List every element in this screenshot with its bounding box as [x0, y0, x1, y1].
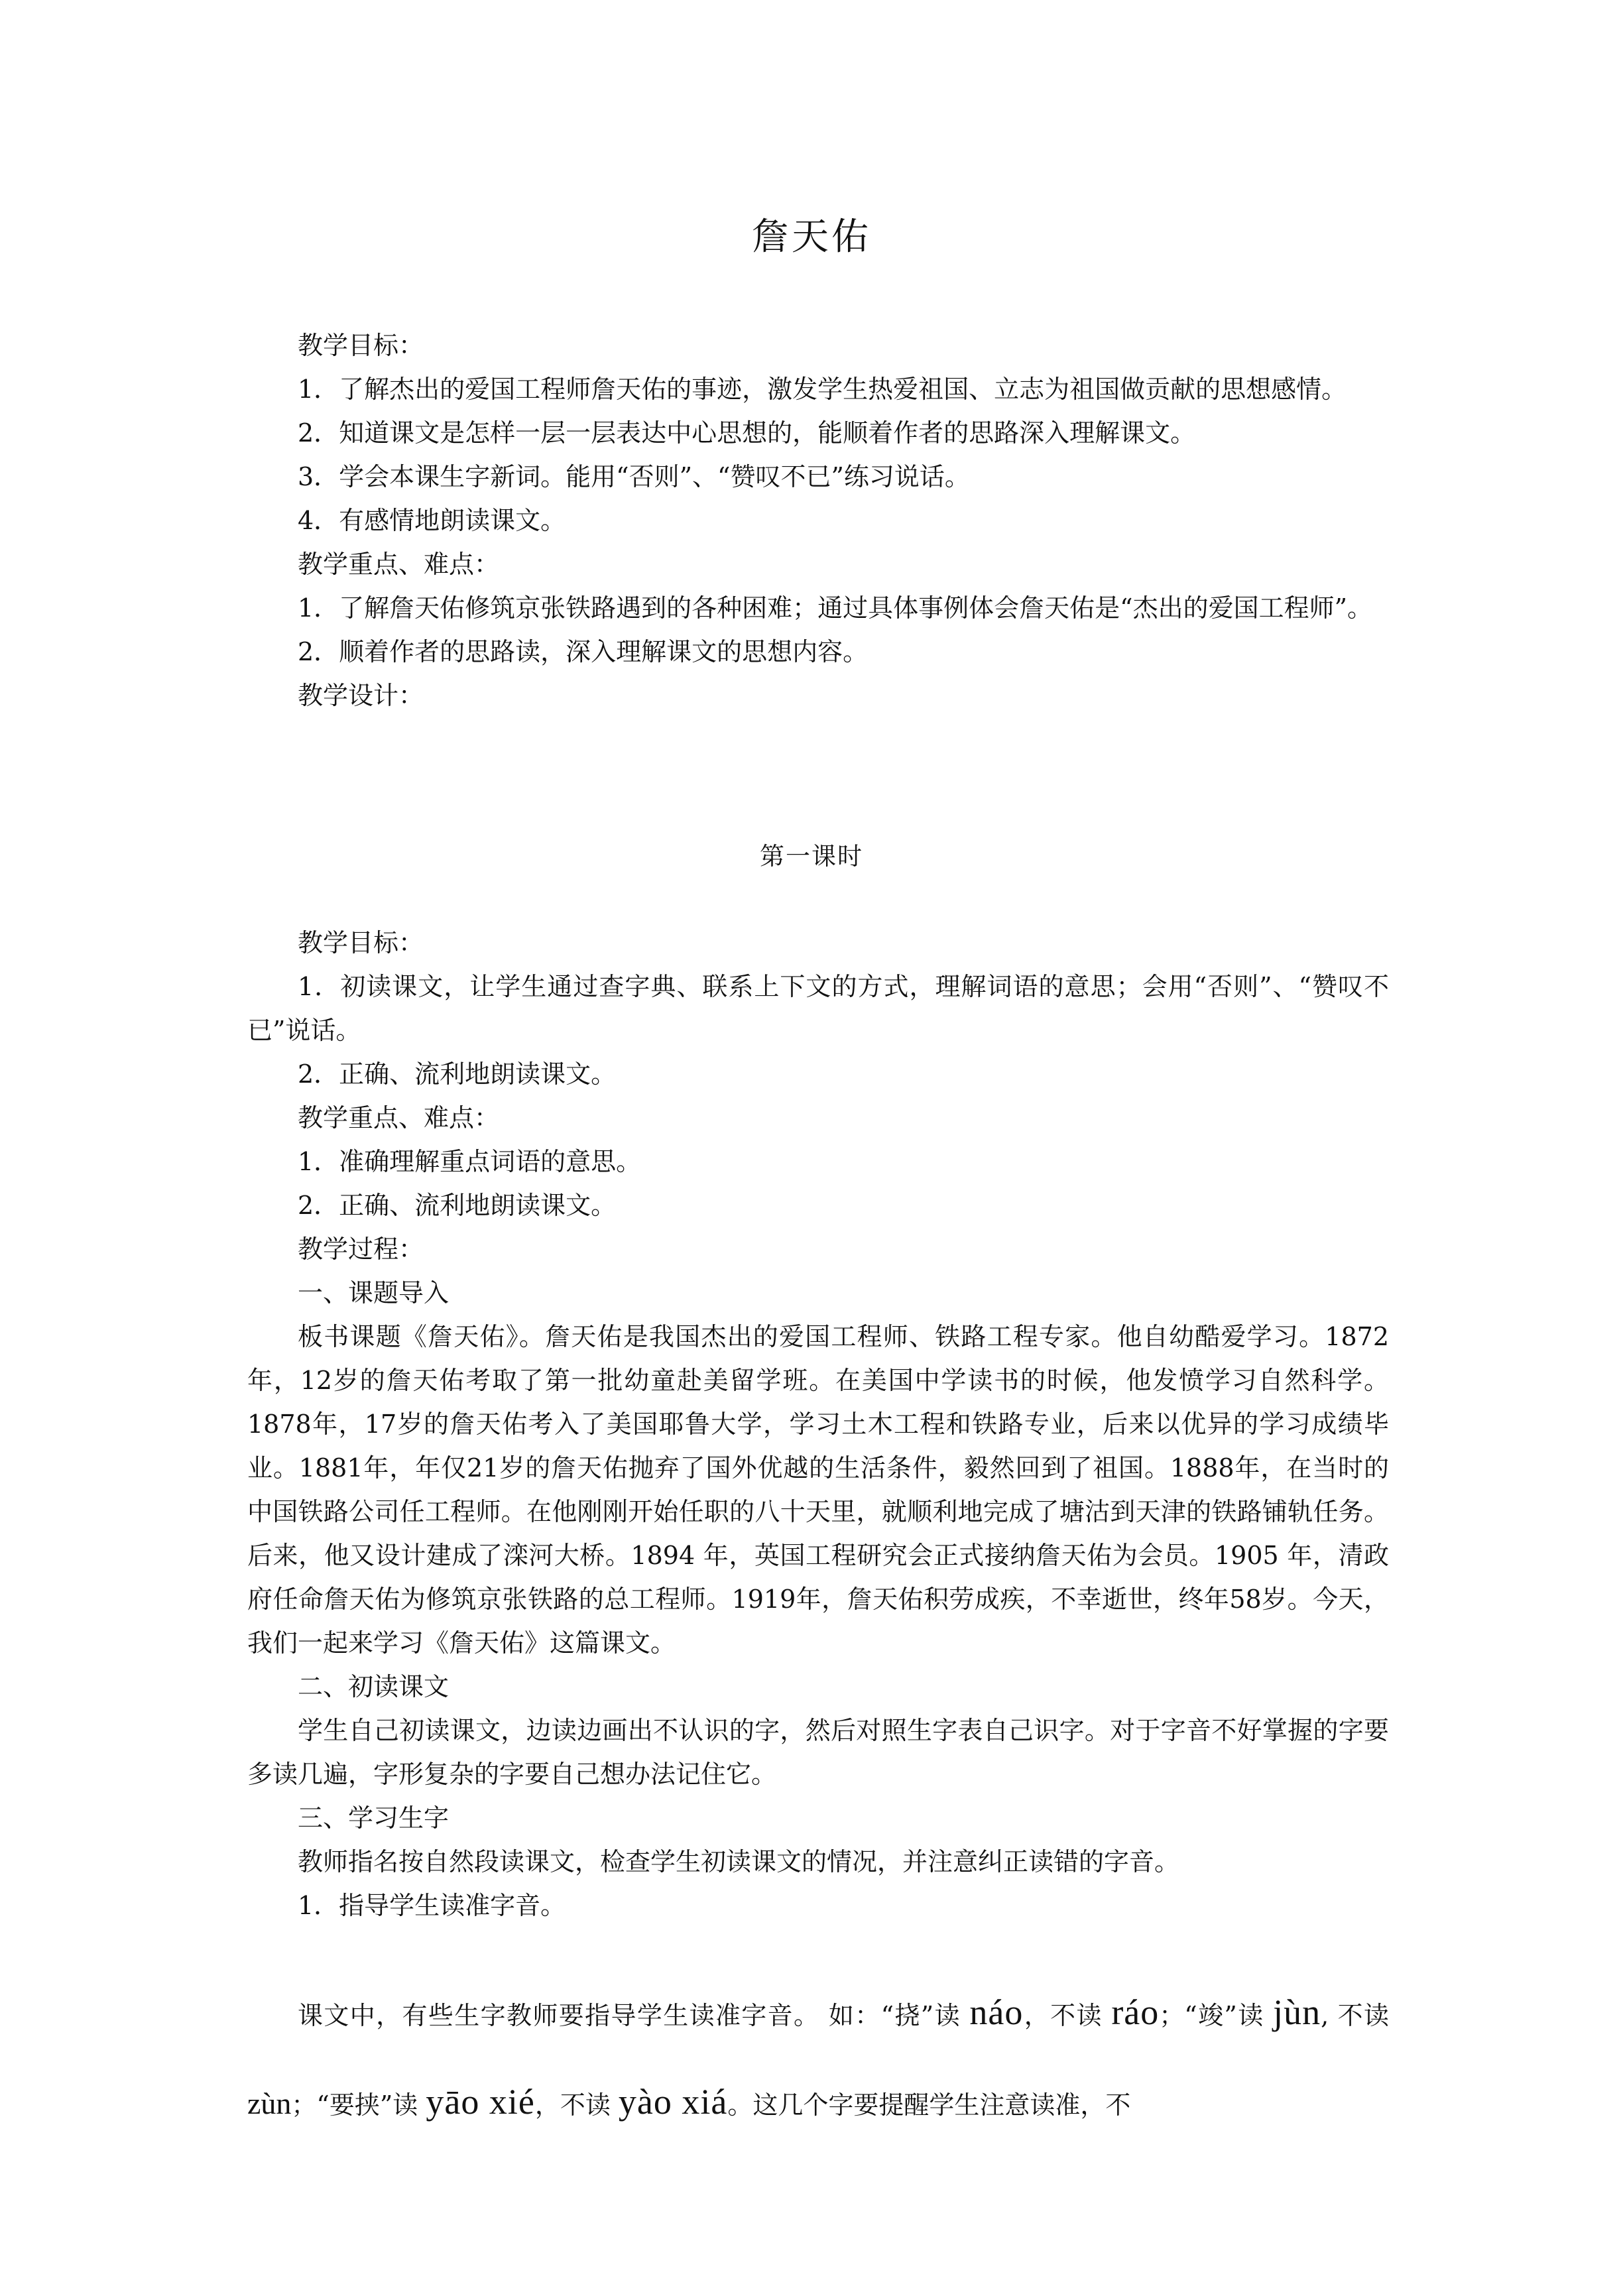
pinyin-text-2: ，不读 [1023, 2001, 1112, 2030]
lesson-heading-key-points: 教学重点、难点： [298, 1103, 500, 1132]
pinyin-paragraph [247, 1969, 1389, 2148]
step-heading-2: 二、初读课文 [298, 1672, 450, 1701]
pinyin-text-5: ；“要挟”读 [291, 2090, 426, 2120]
pinyin-text-4: , 不读 [1321, 2001, 1389, 2030]
objective-item-4: 4．有感情地朗读课文。 [298, 506, 566, 535]
step-3-paragraph: 教师指名按自然段读课文，检查学生初读课文的情况，并注意纠正读错的字音。 [298, 1847, 1180, 1876]
lesson-key-point-2: 2．正确、流利地朗读课文。 [298, 1191, 617, 1220]
pinyin-text-3: ；“竣”读 [1159, 2001, 1274, 2030]
lesson-title: 第一课时 [760, 842, 863, 871]
pinyin-yao-xia: yào xiá [618, 2082, 728, 2122]
lesson-heading-process: 教学过程： [298, 1235, 424, 1264]
step-1-paragraph: 板书课题《詹天佑》。詹天佑是我国杰出的爱国工程师、铁路工程专家。他自幼酷爱学习。1872年，12岁的詹天佑考取了第一批幼童赴美留学班。在美国中学读书的时候，他发愤学习自然科学。1878年，17岁的詹天佑考入了美国耶鲁大学，学习土木工程和铁路专业，后来以优异的学习成绩毕业。1881年，年仅21岁的詹天佑抛弃了国外优越的生活条件，毅然回到了祖国。1888年，在当时的中国铁路公司任工程师。在他刚刚开始任职的八十天里，就顺利地完成了塘沽到天津的铁路铺轨任务。后来，他又设计建成了滦河大桥。1894 年，英国工程研究会正式接纳詹天佑为会员。1905 年，清政府任命詹天佑为修筑京张铁路的总工程师。1919年，詹天佑积劳成疾，不幸逝世，终年58岁。今天，我们一起来学习《詹天佑》这篇课文。 [247, 1322, 1389, 1658]
lesson-objective-2: 2．正确、流利地朗读课文。 [298, 1059, 617, 1089]
pinyin-yao-xie: yāo xié [426, 2082, 535, 2122]
pinyin-text-1: 课文中，有些生字教师要指导学生读准字音。 如：“挠”读 [298, 2001, 970, 2030]
key-point-1: 1．了解詹天佑修筑京张铁路遇到的各种困难；通过具体事例体会詹天佑是“杰出的爱国工程师”。 [298, 593, 1373, 623]
step-3-item-1: 1．指导学生读准字音。 [298, 1891, 566, 1920]
intro-section [247, 324, 1389, 717]
heading-objectives: 教学目标： [298, 331, 424, 360]
objective-item-1: 1．了解杰出的爱国工程师詹天佑的事迹，激发学生热爱祖国、立志为祖国做贡献的思想感情。 [298, 375, 1347, 404]
heading-key-points: 教学重点、难点： [298, 550, 500, 579]
pinyin-zun: zùn [247, 2086, 292, 2120]
step-heading-3: 三、学习生字 [298, 1803, 450, 1833]
pinyin-nao: náo [969, 1992, 1024, 2032]
lesson-heading-objectives: 教学目标： [298, 928, 424, 957]
step-heading-1: 一、课题导入 [298, 1278, 450, 1307]
lesson-key-point-1: 1．准确理解重点词语的意思。 [298, 1147, 642, 1176]
step-2-paragraph: 学生自己初读课文，边读边画出不认识的字，然后对照生字表自己识字。对于字音不好掌握的字要多读几遍，字形复杂的字要自己想办法记住它。 [247, 1716, 1389, 1789]
heading-design: 教学设计： [298, 681, 424, 710]
lesson-objective-1: 1．初读课文，让学生通过查字典、联系上下文的方式，理解词语的意思；会用“否则”、“赞叹不已”说话。 [247, 972, 1389, 1045]
document-title: 詹天佑 [752, 215, 871, 259]
lesson-one-section [247, 921, 1389, 1927]
pinyin-text-7: 。这几个字要提醒学生注意读准，不 [727, 2090, 1131, 2120]
objective-item-2: 2．知道课文是怎样一层一层表达中心思想的，能顺着作者的思路深入理解课文。 [298, 418, 1196, 448]
pinyin-rao: ráo [1111, 1992, 1160, 2032]
pinyin-text-6: ，不读 [534, 2090, 619, 2120]
objective-item-3: 3．学会本课生字新词。能用“否则”、“赞叹不已”练习说话。 [298, 462, 970, 491]
key-point-2: 2．顺着作者的思路读，深入理解课文的思想内容。 [298, 637, 869, 666]
pinyin-jun: jùn [1273, 1992, 1321, 2032]
